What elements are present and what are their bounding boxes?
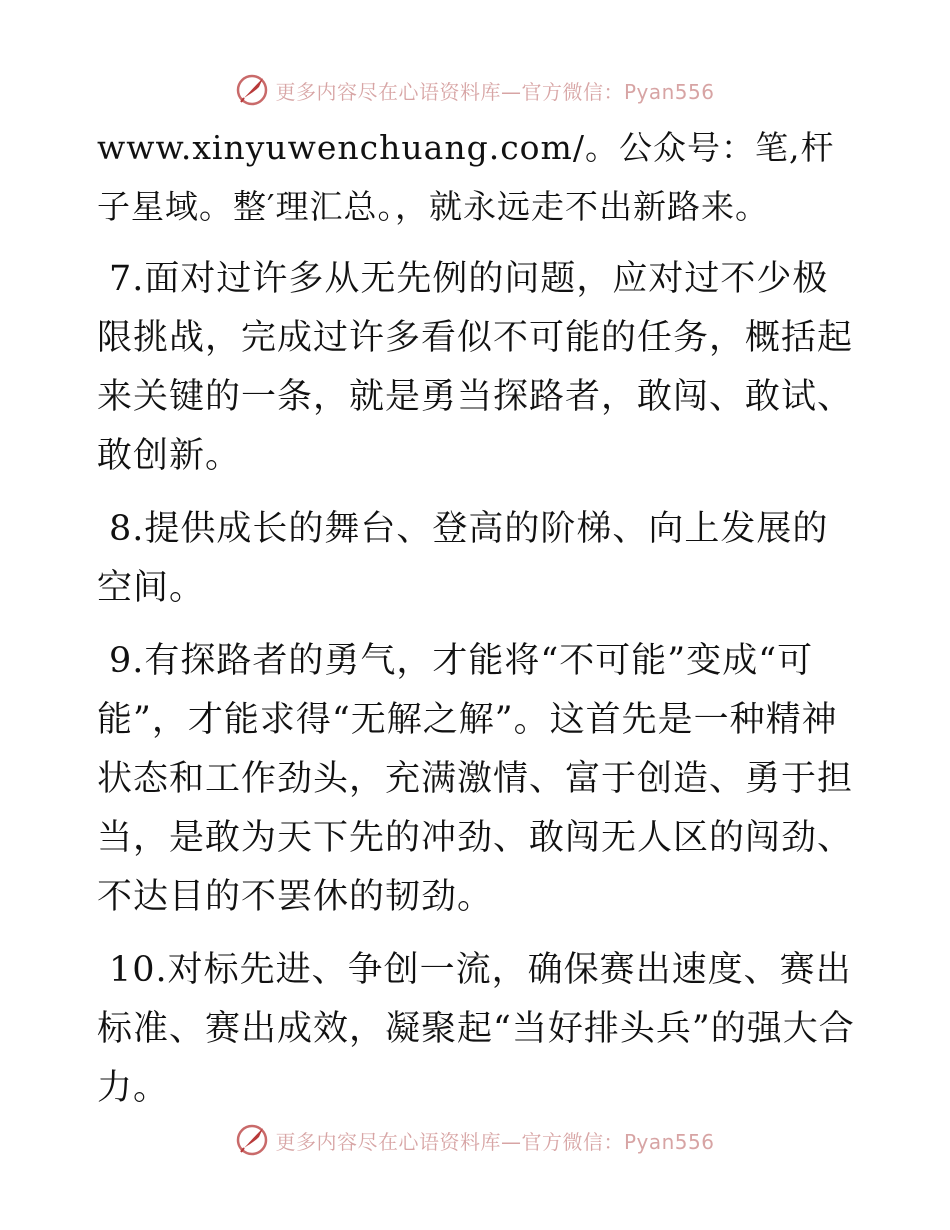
paragraph-item-10 (97, 941, 857, 1118)
paragraph-text: 面对过许多从无先例的问题，应对过不少极限挑战，完成过许多看似不可能的任务，概括起来关键的一条，就是勇当探路者，敢闯、敢试、敢创新。 (97, 259, 854, 476)
paragraph-text: 有探路者的勇气，才能将“不可能”变成“可能”，才能求得“无解之解”。这首先是一种精神状态和工作劲头，充满激情、富于创造、勇于担当，是敢为天下先的冲劲、敢闯无人区的闯劲、不达目的不罢休的韧劲。 (97, 641, 854, 917)
footer-banner-text: 更多内容尽在心语资料库—官方微信：Pyan556 (275, 1129, 715, 1154)
paragraph-number: 8. (109, 509, 145, 549)
paragraph-number: 7. (109, 259, 145, 299)
paragraph-item-7 (97, 250, 857, 486)
paragraph-text: www.xinyuwenchuang.com/。公众号：笔,杆子星域。整′理汇总。，就永远走不出新路来。 (97, 128, 835, 226)
quill-pen-logo-icon (235, 73, 269, 107)
quill-pen-logo-icon (235, 1123, 269, 1157)
paragraph-continuation (97, 118, 857, 236)
document-body (97, 118, 857, 1132)
paragraph-text: 对标先进、争创一流，确保赛出速度、赛出标准、赛出成效，凝聚起“当好排头兵”的强大合力。 (97, 950, 855, 1108)
paragraph-number: 10. (109, 950, 168, 990)
header-banner (0, 70, 950, 110)
header-banner-text: 更多内容尽在心语资料库—官方微信：Pyan556 (275, 79, 715, 104)
paragraph-item-9 (97, 632, 857, 927)
paragraph-item-8 (97, 500, 857, 618)
paragraph-number: 9. (109, 641, 145, 681)
footer-banner (0, 1120, 950, 1160)
paragraph-text: 提供成长的舞台、登高的阶梯、向上发展的空间。 (97, 509, 829, 608)
